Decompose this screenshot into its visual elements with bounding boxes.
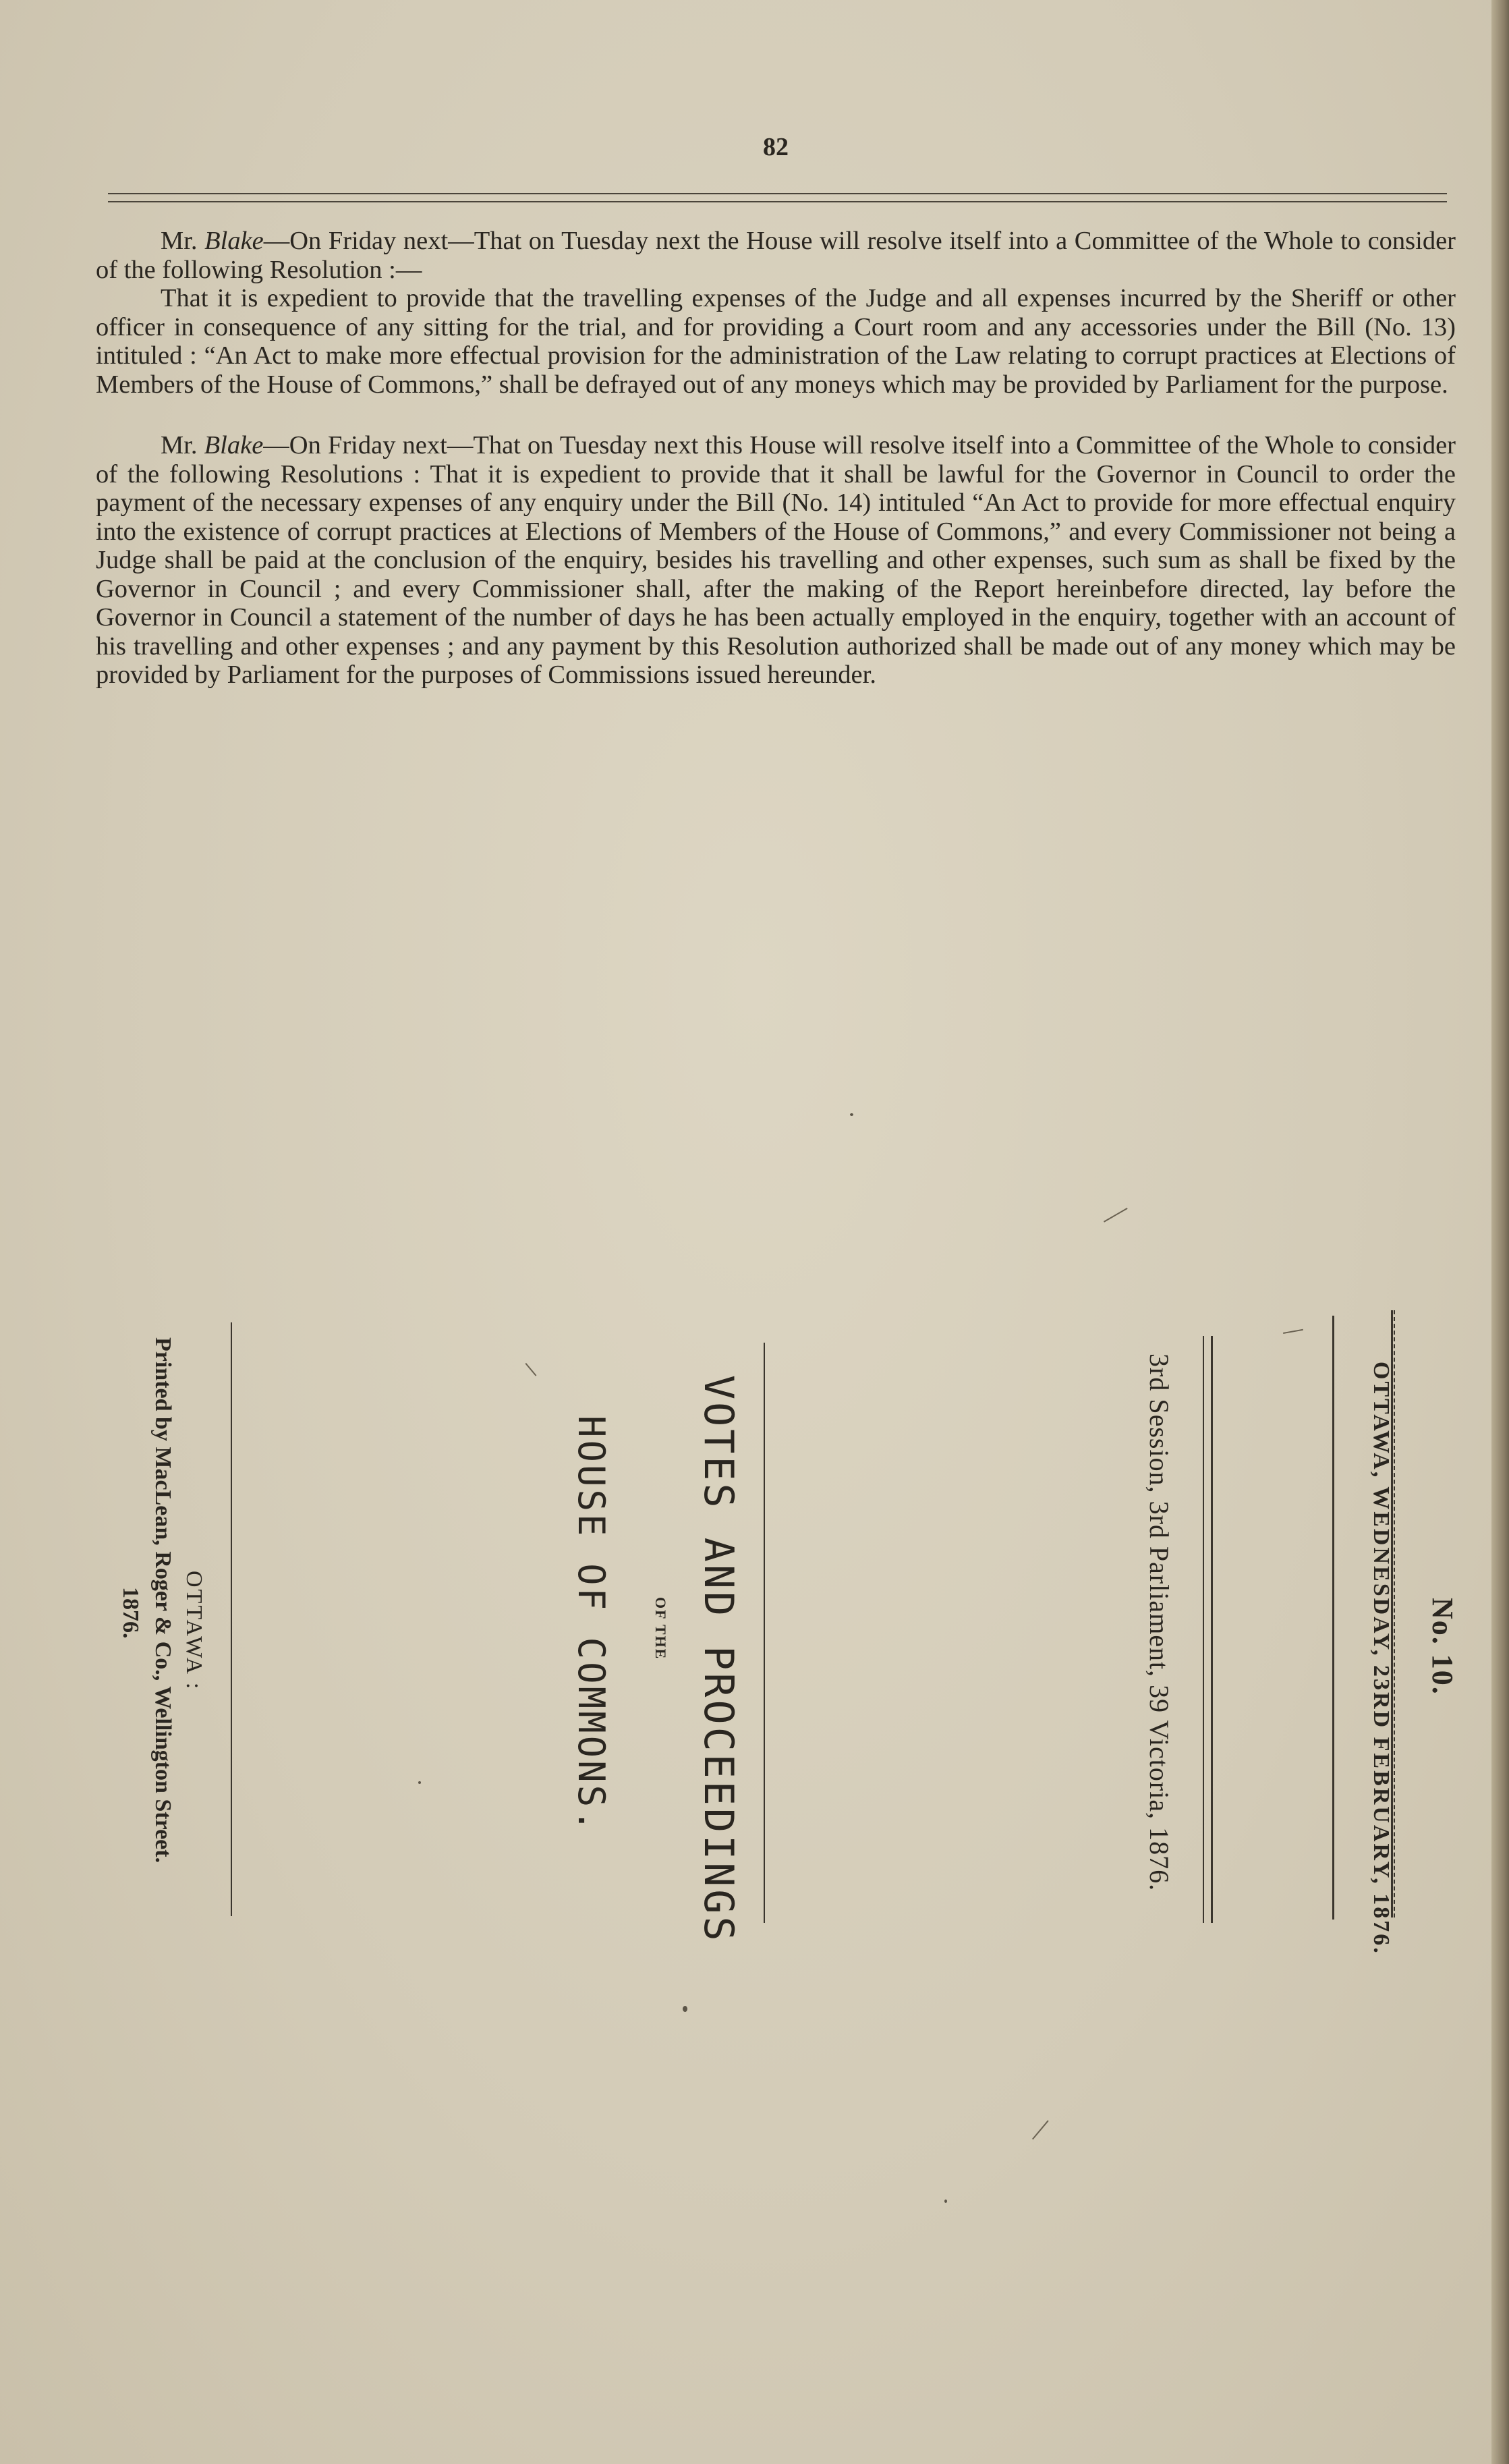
title-rule-session-a — [1211, 1336, 1213, 1923]
title-house-of-commons: HOUSE OF COMMONS. — [570, 1416, 613, 1835]
resolution-1-intro — [96, 227, 1456, 284]
page-binding-edge — [1491, 0, 1509, 2464]
paper-scratch — [1104, 1208, 1128, 1223]
imprint-place: OTTAWA : — [181, 1571, 206, 1691]
mover-title: Mr. — [161, 431, 198, 459]
imprint-year: 1876. — [118, 1587, 143, 1639]
mover-name: Blake — [204, 227, 264, 255]
title-rule-top — [1394, 1310, 1395, 1917]
title-votes-and-proceedings: VOTES AND PROCEEDINGS — [695, 1375, 742, 1944]
title-rule-date — [1332, 1316, 1334, 1920]
title-rule-session-b — [1203, 1336, 1204, 1923]
page-number: 82 — [763, 133, 789, 161]
resolution-2 — [96, 431, 1456, 690]
paper-speck — [418, 1781, 421, 1784]
resolutions-text — [96, 227, 1456, 690]
mover-name: Blake — [204, 431, 264, 459]
resolution-2-motion: —On Friday next—That on Tuesday next this House will resolve itself into a Committee of the Whole to consider of the following Resolutions : That it is expedient to provide that it shall be lawful for the Governor in Council to order the payment of the necessary expenses of any enquiry under the Bill (No. 14) intituled “An Act to provide for more effectual enquiry into the existence of corrupt practices at Elections of Members of the House of Commons,” and every Commissioner not being a Judge shall be paid at the conclusion of the enquiry, besides his travelling and other expenses, such sum as shall be fixed by the Governor in Council ; and every Commissioner shall, after the making of the Report hereinbefore directed, lay before the Governor in Council a statement of the number of days he has been actually employed in the enquiry, together with an account of his travelling and other expenses ; and any payment by this Resolution authorized shall be made out of any money which may be provided by Parliament for the purposes of Commissions issued hereunder. — [96, 431, 1456, 689]
resolution-1-body: That it is expedient to provide that the travelling expenses of the Judge and all expenses incurred by the Sheriff or other officer in consequence of any sitting for the trial, and for providing a Court room and any accessories under the Bill (No. 13) intituled : “An Act to make more effectual provision for the administration of the Law relating to corrupt practices at Elections of Members of the House of Commons,” shall be defrayed out of any moneys which may be provided by Parliament for the purpose. — [96, 284, 1456, 399]
paper-speck — [944, 2200, 947, 2203]
session-line: 3rd Session, 3rd Parliament, 39 Victoria, 1876. — [1144, 1353, 1174, 1892]
resolution-1-motion: —On Friday next—That on Tuesday next the House will resolve itself into a Committee of the Whole to consider of the following Resolution :— — [96, 227, 1456, 284]
paper-scratch — [525, 1363, 536, 1376]
paper-scratch — [1032, 2120, 1049, 2139]
title-rule-main — [764, 1343, 765, 1923]
mover-title: Mr. — [161, 227, 198, 255]
paper-scratch — [1283, 1329, 1303, 1334]
paper-speck — [850, 1113, 853, 1116]
issue-date: OTTAWA, WEDNESDAY, 23RD FEBRUARY, 1876. — [1369, 1362, 1394, 1955]
header-double-rule — [108, 193, 1447, 202]
title-rule-imprint — [231, 1322, 232, 1916]
issue-number: No. 10. — [1426, 1598, 1459, 1696]
paper-speck — [683, 2006, 687, 2012]
title-of-the: OF THE — [652, 1597, 669, 1660]
imprint-printer: Printed by MacLean, Roger & Co., Wellington Street. — [150, 1337, 175, 1864]
